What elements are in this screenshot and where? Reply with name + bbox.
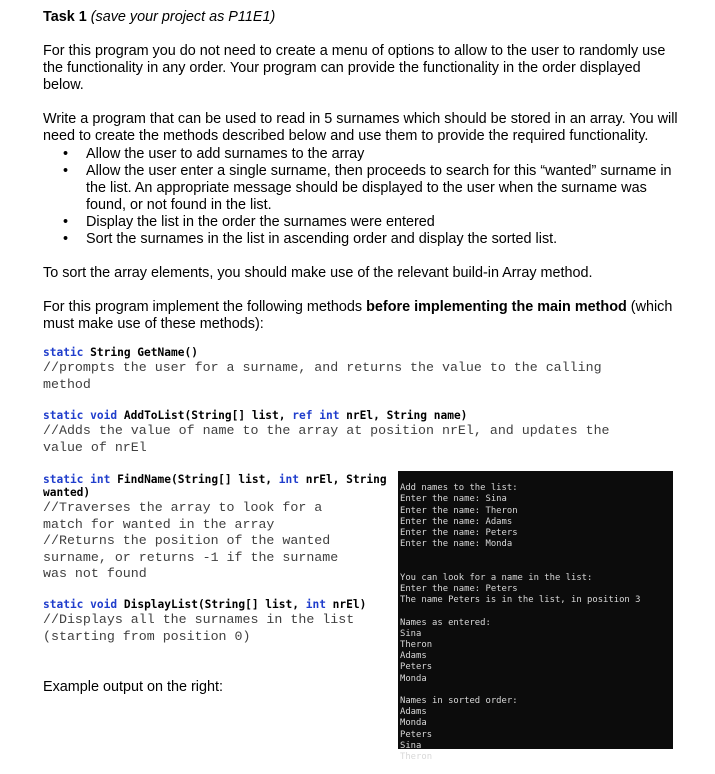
emphasis-text: before implementing the main method — [366, 299, 627, 315]
task-title — [43, 9, 275, 25]
example-label: Example output on the right: — [43, 679, 223, 695]
list-item: • Display the list in the order the surnames were entered — [63, 214, 435, 230]
console-block-sorted: Names in sorted order: Adams Monda Peters Sina Theron — [400, 696, 518, 763]
intro-paragraph: For this program you do not need to create a menu of options to allow to the user to randomly use the functionality in any order. Your program can provide the functionality in the order displayed below. — [43, 43, 666, 93]
findname-comment: //Traverses the array to look for a match for wanted in the array //Returns the position of the wanted surname, or returns -1 if the surname was not found — [43, 500, 339, 581]
getname-signature: static String GetName() — [43, 346, 198, 359]
findname-signature-cont: wanted) — [43, 486, 91, 499]
task-note: (save your project as P11E1) — [90, 9, 276, 25]
getname-comment: //prompts the user for a surname, and returns the value to the calling method — [43, 360, 602, 392]
console-output — [398, 471, 673, 763]
findname-signature: static int FindName(String[] list, int nrEl, String — [43, 473, 387, 486]
displaylist-signature: static void DisplayList(String[] list, int nrEl) — [43, 598, 367, 611]
list-item: • Allow the user to add surnames to the array — [63, 146, 365, 162]
list-item: • Allow the user enter a single surname, then proceeds to search for this “wanted” surname in the list. An appropriate message should be displayed to the user when the surname was found, or not found in the list. — [63, 163, 672, 213]
console-block-entered: Names as entered: Sina Theron Adams Peters Monda — [400, 617, 491, 684]
console-block-add: Add names to the list: Enter the name: Sina Enter the name: Theron Enter the name: Adams Enter the name: Peters Enter the name: Monda — [400, 483, 518, 550]
addtolist-comment: //Adds the value of name to the array at position nrEl, and updates the value of nrEl — [43, 423, 610, 455]
console-block-search: You can look for a name in the list: Enter the name: Peters The name Peters is in the list, in position 3 — [400, 572, 641, 606]
addtolist-signature: static void AddToList(String[] list, ref int nrEl, String name) — [43, 409, 468, 422]
write-paragraph: Write a program that can be used to read in 5 surnames which should be stored in an array. You will need to create the methods described below and use them to provide the required functionality. — [43, 111, 678, 144]
sort-paragraph: To sort the array elements, you should make use of the relevant build-in Array method. — [43, 265, 593, 281]
requirements-list — [43, 146, 679, 248]
task-label: Task 1 — [43, 9, 87, 25]
displaylist-comment: //Displays all the surnames in the list (starting from position 0) — [43, 612, 355, 644]
implement-paragraph: For this program implement the following methods before implementing the main method (which must make use of these methods): — [43, 299, 673, 332]
list-item: • Sort the surnames in the list in ascending order and display the sorted list. — [63, 231, 558, 247]
